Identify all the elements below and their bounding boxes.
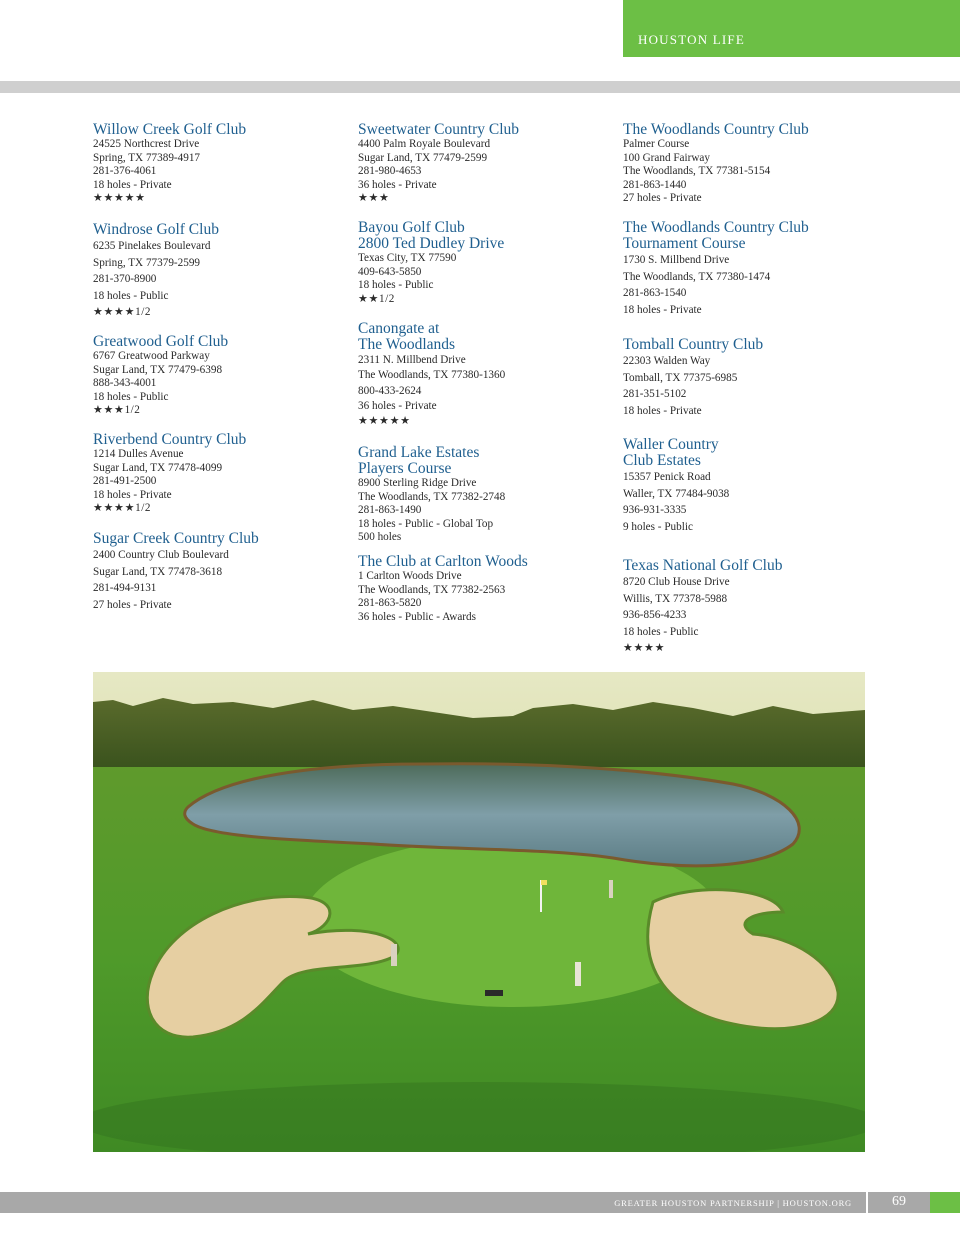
club-holes: 27 holes - Private [623, 192, 702, 205]
club-details [623, 574, 883, 657]
club-details [358, 570, 618, 624]
club-holes: 36 holes - Private [358, 399, 437, 412]
club-address: 24525 Northcrest Drive [93, 138, 200, 150]
club-holes-extra: 500 holes [358, 531, 402, 544]
club-address: 1214 Dulles Avenue [93, 448, 184, 460]
club-name: Canongate at The Woodlands [358, 320, 456, 353]
club-rating: ★★★★ [623, 642, 666, 655]
club-city: Spring, TX 77379-2599 [93, 256, 201, 269]
club-city: Willis, TX 77378-5988 [623, 592, 728, 605]
club-name: The Club at Carlton Woods [358, 553, 528, 570]
club-details [358, 477, 618, 545]
club-name: Tomball Country Club [623, 336, 764, 353]
club-phone: 281-370-8900 [93, 273, 157, 286]
club-rating: ★★★ [358, 192, 390, 205]
club-phone: 936-931-3335 [623, 504, 687, 517]
club-phone: 281-863-1490 [358, 504, 422, 517]
club-phone: 281-863-1440 [623, 178, 687, 191]
club-rating: ★★★1/2 [93, 404, 141, 417]
club-entry [93, 122, 353, 206]
club-entry [93, 432, 353, 516]
page-number: 69 [892, 1194, 906, 1209]
club-rating: ★★★★1/2 [93, 502, 151, 515]
club-address: 6767 Greatwood Parkway [93, 350, 210, 362]
club-details [358, 353, 618, 429]
club-entry [358, 445, 618, 545]
club-phone: 281-351-5102 [623, 388, 687, 401]
club-holes: 18 holes - Private [623, 404, 702, 417]
photo-golf-bag [485, 990, 503, 996]
club-phone: 281-863-5820 [358, 597, 422, 610]
club-entry [93, 531, 353, 613]
club-details [93, 138, 353, 206]
club-entry [358, 321, 618, 429]
club-entry [358, 122, 618, 206]
club-city: Waller, TX 77484-9038 [623, 487, 730, 500]
footer-bar [0, 1192, 960, 1213]
club-details [93, 238, 353, 321]
club-name: Willow Creek Golf Club [93, 121, 247, 138]
club-holes: 18 holes - Private [623, 303, 702, 316]
club-details [623, 469, 883, 535]
club-phone: 281-494-9131 [93, 582, 157, 595]
club-holes: 9 holes - Public [623, 520, 693, 533]
club-name: Grand Lake Estates Players Course [358, 444, 480, 477]
club-name: The Woodlands Country Club [623, 121, 809, 138]
club-holes: 18 holes - Public - Global Top [358, 517, 494, 530]
section-header-tab [623, 0, 960, 57]
club-phone: 281-863-1540 [623, 287, 687, 300]
club-city: Sugar Land, TX 77479-6398 [93, 363, 223, 376]
club-holes: 18 holes - Private [93, 488, 172, 501]
club-city: Texas City, TX 77590 [358, 252, 457, 264]
club-entry [623, 437, 883, 535]
club-entry [623, 337, 883, 419]
club-address: 6235 Pinelakes Boulevard [93, 240, 211, 252]
club-phone: 281-376-4061 [93, 165, 157, 178]
club-rating: ★★★★1/2 [93, 306, 151, 319]
club-holes: 36 holes - Public - Awards [358, 610, 476, 623]
club-address: 1 Carlton Woods Drive [358, 570, 462, 582]
photo-golfer-1 [391, 944, 397, 966]
photo-flag [541, 880, 547, 885]
club-holes: 36 holes - Private [358, 178, 437, 191]
club-entry [623, 220, 883, 318]
club-address: 15357 Penick Road [623, 471, 711, 483]
club-entry [358, 220, 618, 306]
club-holes: 18 holes - Public [623, 625, 699, 638]
club-entry [93, 222, 353, 321]
club-name: Waller Country Club Estates [623, 436, 719, 469]
footer-accent [930, 1192, 960, 1213]
club-phone: 409-643-5850 [358, 265, 422, 278]
club-holes: 27 holes - Private [93, 598, 172, 611]
club-city: Sugar Land, TX 77478-3618 [93, 565, 223, 578]
club-city: Tomball, TX 77375-6985 [623, 371, 738, 384]
club-holes: 18 holes - Public [93, 289, 169, 302]
club-phone: 800-433-2624 [358, 384, 422, 397]
footer-publisher: GREATER HOUSTON PARTNERSHIP | HOUSTON.ORG [614, 1198, 852, 1208]
club-entry [358, 554, 618, 624]
club-details [358, 138, 618, 206]
club-holes: 18 holes - Public [93, 390, 169, 403]
club-phone: 281-491-2500 [93, 475, 157, 488]
club-city: The Woodlands, TX 77380-1474 [623, 270, 771, 283]
club-rating: ★★★★★ [358, 415, 411, 428]
club-details [623, 353, 883, 419]
club-address: 100 Grand Fairway [623, 151, 710, 164]
club-address: 1730 S. Millbend Drive [623, 254, 730, 266]
club-name: Sugar Creek Country Club [93, 530, 259, 547]
club-city: Sugar Land, TX 77478-4099 [93, 461, 223, 474]
club-name: Windrose Golf Club [93, 221, 219, 238]
club-details [358, 252, 618, 306]
club-city: The Woodlands, TX 77382-2748 [358, 490, 506, 503]
club-address: 2400 Country Club Boulevard [93, 549, 229, 561]
section-title: HOUSTON LIFE [638, 32, 745, 47]
club-address: 8720 Club House Drive [623, 576, 730, 588]
club-entry [93, 334, 353, 418]
club-holes: 18 holes - Public [358, 279, 434, 292]
club-city: The Woodlands, TX 77381-5154 [623, 165, 771, 178]
club-details [623, 138, 883, 206]
club-city: The Woodlands, TX 77380-1360 [358, 369, 506, 382]
photo-golfer-3 [609, 880, 613, 898]
club-details [93, 448, 353, 516]
club-address: 2311 N. Millbend Drive [358, 354, 466, 366]
club-entry [623, 122, 883, 206]
club-name: Sweetwater Country Club [358, 121, 520, 138]
top-divider [0, 81, 960, 93]
club-name: The Woodlands Country Club Tournament Course [623, 219, 809, 252]
club-phone: 281-980-4653 [358, 165, 422, 178]
club-holes: 18 holes - Private [93, 178, 172, 191]
club-rating: ★★★★★ [93, 192, 146, 205]
club-name: Riverbend Country Club [93, 431, 247, 448]
club-address: 4400 Palm Royale Boulevard [358, 138, 491, 150]
club-city: The Woodlands, TX 77382-2563 [358, 583, 506, 596]
club-address: 8900 Sterling Ridge Drive [358, 477, 477, 489]
club-rating: ★★1/2 [358, 292, 395, 305]
golf-course-photo [93, 672, 865, 1152]
club-name: Greatwood Golf Club [93, 333, 229, 350]
club-details [623, 252, 883, 318]
club-city: Spring, TX 77389-4917 [93, 151, 201, 164]
club-details [93, 547, 353, 613]
club-phone: 888-343-4001 [93, 377, 157, 390]
club-phone: 936-856-4233 [623, 609, 687, 622]
club-entry [623, 558, 883, 657]
club-name: Bayou Golf Club 2800 Ted Dudley Drive [358, 219, 505, 252]
club-address: 22303 Walden Way [623, 355, 711, 367]
club-name: Texas National Golf Club [623, 557, 783, 574]
club-details [93, 350, 353, 418]
club-city: Sugar Land, TX 77479-2599 [358, 151, 488, 164]
club-course: Palmer Course [623, 138, 690, 150]
photo-golfer-2 [575, 962, 581, 986]
